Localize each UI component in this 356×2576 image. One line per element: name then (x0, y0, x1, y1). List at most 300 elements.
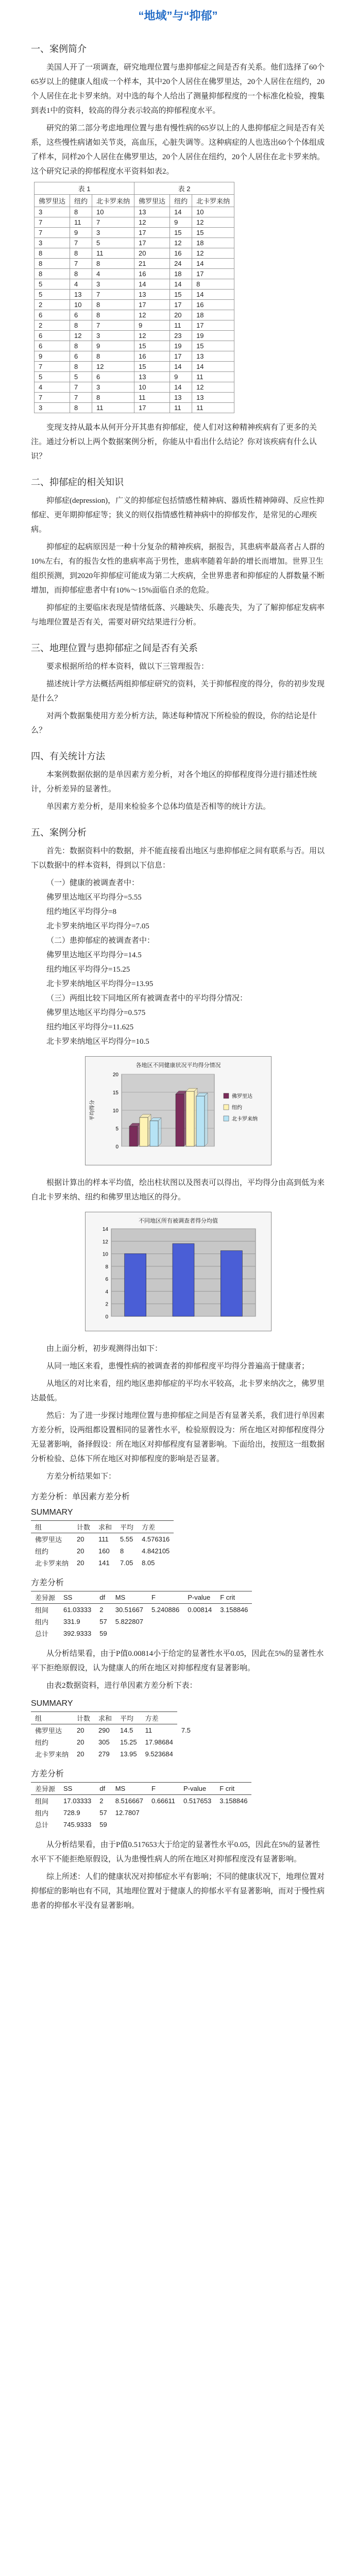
table-cell: 8 (92, 393, 134, 403)
table-cell: 21 (134, 259, 170, 269)
table-cell: 57 (99, 1618, 107, 1625)
table-header-cell: P-value (179, 1783, 215, 1795)
bar (150, 1121, 158, 1146)
table-cell: 2 (99, 1606, 104, 1614)
table-cell: 佛罗里达 (35, 1536, 62, 1544)
table-cell: 7 (35, 217, 70, 228)
table-cell: 12 (134, 331, 170, 341)
table-row (35, 207, 234, 217)
table-cell: 17.03333 (63, 1797, 92, 1805)
table-cell: 6 (92, 372, 134, 382)
table-row (35, 238, 234, 248)
table-row (35, 300, 234, 310)
method-paragraph-2: 单因素方差分析，是用来检验多个总体均值是否相等的统计方法。 (46, 803, 271, 811)
table-cell: 59 (99, 1630, 107, 1637)
bar (140, 1117, 148, 1146)
table-cell: 392.9333 (63, 1630, 92, 1637)
chart-region-means-svg (86, 1212, 271, 1331)
table-cell: 13.95 (120, 1750, 137, 1758)
table-cell: 3 (92, 279, 134, 290)
anova1-label: 方差分析 (31, 1579, 64, 1587)
table-cell: 5.55 (120, 1535, 133, 1543)
table-cell: 14 (170, 279, 192, 290)
table-cell (183, 1628, 216, 1639)
table-cell: 61.03333 (63, 1606, 92, 1614)
table-cell: 11 (170, 320, 192, 331)
table-cell: 331.9 (63, 1618, 80, 1625)
table-cell: 总计 (35, 1821, 49, 1829)
table-header-cell: F crit (215, 1783, 251, 1795)
table-cell: 8.05 (142, 1559, 155, 1567)
table-cell: 组内 (35, 1618, 49, 1626)
table-row (31, 1557, 174, 1569)
bar (129, 1126, 138, 1146)
bar (173, 1244, 194, 1316)
table-cell: 14 (192, 290, 234, 300)
table-cell: 8 (92, 259, 134, 269)
anova1-table (31, 1591, 252, 1639)
chart-health-scores-svg (86, 1057, 271, 1165)
after-chart1-paragraph: 根据计算出的样本平均值，绘出柱状图以及图表可以得出，平均得分由高到低为来自北卡罗来纳、纽约和佛罗里达地区的得分。 (31, 1179, 325, 1201)
table-cell: 16 (134, 269, 170, 279)
legend-swatch (224, 1116, 229, 1121)
table-cell: 13 (70, 290, 92, 300)
table-cell: 290 (98, 1726, 110, 1734)
anova-results-label: 方差分析结果如下： (46, 1472, 116, 1481)
analysis-paragraph-1: 首先：数据资料中的数据，并不能直接看出地区与患抑郁症之间有联系与否。用以下以数据中的样本资料，得到以下信息： (31, 847, 325, 870)
table-cell: 10 (192, 207, 234, 217)
table-cell: 5 (70, 372, 92, 382)
table-header-cell: df (95, 1591, 111, 1604)
table-cell: 9 (92, 341, 134, 351)
table-cell: 0.00814 (188, 1606, 212, 1614)
table-row (35, 320, 234, 331)
table-row (35, 341, 234, 351)
table-row (31, 1819, 251, 1831)
table-cell: 3 (92, 382, 134, 393)
table-cell: 10 (134, 382, 170, 393)
table-header-cell: F (147, 1783, 179, 1795)
table-cell: 7 (35, 362, 70, 372)
table-cell: 3 (92, 228, 134, 238)
table-header-cell: P-value (183, 1591, 216, 1604)
bar-side (158, 1118, 161, 1146)
table-cell: 9 (70, 228, 92, 238)
table-cell: 20 (77, 1559, 84, 1567)
y-tick-label: 0 (115, 1144, 118, 1150)
chronic-title: （二）患抑郁症的被调查者中： (46, 937, 155, 945)
table-cell: 141 (98, 1559, 110, 1567)
y-tick-label: 2 (105, 1301, 108, 1308)
section-heading-relation: 三、地理位置与患抑郁症之间是否有关系 (31, 643, 198, 653)
table-cell: 6 (70, 351, 92, 362)
anova2-note: 从分析结果看，由于P值0.517653大于给定的显著性水平0.05，因此在5%的显著性水平下不能拒绝原假设，认为患慢性病人的所在地区对抑郁程度没有显著影响。 (31, 1841, 320, 1863)
y-tick-label: 12 (102, 1239, 108, 1245)
note-paragraph-2: 从地区的对比来看，纽约地区患抑郁症的平均水平较高，北卡罗来纳次之，佛罗里达最低。 (31, 1380, 325, 1402)
table-header-cell: 求和 (94, 1712, 116, 1724)
table-cell: 组间 (35, 1606, 49, 1614)
table-row (35, 362, 234, 372)
table-cell: 8 (70, 403, 92, 413)
anova1-note: 从分析结果看，由于P值0.00814小于给定的显著性水平0.05，因此在5%的显著性水平下拒绝原假设，认为健康人的所在地区对抑郁程度有显著影响。 (31, 1650, 324, 1672)
table-cell: 7.05 (120, 1559, 133, 1567)
table-row (35, 228, 234, 238)
knowledge-paragraph-3: 抑郁症的主要临床表现是情绪低落、兴趣缺失、乐趣丧失，为了了解抑郁症发病率与地理位置是否有关，需要对研究结果进行分析。 (31, 604, 325, 626)
table-cell: 14 (170, 382, 192, 393)
table-cell: 4 (35, 382, 70, 393)
table-row (35, 331, 234, 341)
anova2-table (31, 1782, 251, 1831)
table-cell (179, 1807, 215, 1819)
table-cell: 16 (134, 351, 170, 362)
y-tick-label: 10 (112, 1108, 118, 1114)
table-header-cell: 计数 (73, 1521, 94, 1533)
table-cell: 4 (70, 279, 92, 290)
y-tick-label: 20 (112, 1072, 118, 1078)
table-cell: 57 (99, 1809, 107, 1817)
intro-paragraph-1: 美国人开了一项调查，研究地理位置与患抑郁症之间是否有关系。他们选择了60个65岁以上的健康人组成一个样本，其中20个人居住在佛罗里达，20个人居住在纽约，20个人居住在北卡罗来纳。对中选的每个人给出了测量抑郁程度的一个标准化检验，搜集到表1中的资料，较高的得分表示较高的抑郁程度水平。 (31, 63, 325, 115)
table-row (35, 382, 234, 393)
table-cell: 8 (70, 362, 92, 372)
table-cell: 14 (192, 259, 234, 269)
table-cell: 2 (35, 300, 70, 310)
table-header-cell: 佛罗里达 (134, 195, 170, 207)
table-cell: 11 (192, 372, 234, 382)
table-cell (183, 1616, 216, 1628)
table-header-cell: df (95, 1783, 111, 1795)
table-cell (147, 1628, 183, 1639)
summary1-label: SUMMARY (31, 1508, 73, 1517)
chart-health-scores (85, 1056, 272, 1165)
table-cell: 7 (35, 393, 70, 403)
relation-paragraph-1: 要求根据所给的样本资料，做以下三管理报告： (46, 663, 209, 671)
table-cell: 7 (35, 228, 70, 238)
ratio-line: 北卡罗来纳地区平均得分=10.5 (46, 1038, 149, 1046)
table-cell: 9 (134, 320, 170, 331)
table-header-cell: 组 (31, 1712, 73, 1724)
table-cell: 5 (92, 238, 134, 248)
table-cell: 5.822807 (115, 1618, 143, 1625)
table-cell: 11 (134, 393, 170, 403)
table-cell: 18 (192, 310, 234, 320)
table-header-cell: 求和 (94, 1521, 116, 1533)
table-row (35, 290, 234, 300)
table-cell: 14 (192, 362, 234, 372)
table-cell: 3 (35, 403, 70, 413)
table-row (35, 269, 234, 279)
relation-paragraph-2: 描述统计学方法概括两组抑郁症研究的资料，关于抑郁程度的得分，你的初步发现是什么？ (31, 680, 325, 703)
table-cell: 5 (35, 372, 70, 382)
table-cell: 8 (70, 207, 92, 217)
table-row (31, 1533, 174, 1546)
table-cell: 15 (170, 290, 192, 300)
table-header-cell: 纽约 (170, 195, 192, 207)
table-cell: 20 (77, 1547, 84, 1555)
table-cell: 13 (192, 351, 234, 362)
anova2-label: 方差分析 (31, 1770, 64, 1778)
table-cell: 10 (70, 300, 92, 310)
table-row (35, 372, 234, 382)
table-cell: 9.523684 (145, 1750, 173, 1758)
table-cell: 8 (92, 310, 134, 320)
table-cell: 8 (35, 248, 70, 259)
legend-label: 佛罗里达 (231, 1094, 252, 1099)
table-cell: 8 (120, 1547, 124, 1555)
table-header-cell: 计数 (73, 1712, 94, 1724)
table-cell: 20 (170, 310, 192, 320)
table-header-cell: 北卡罗来纳 (192, 195, 234, 207)
table-cell: 19 (192, 331, 234, 341)
legend-label: 北卡罗来纳 (231, 1116, 258, 1122)
table-header-cell: 差异源 (31, 1783, 59, 1795)
chronic-line: 纽约地区平均得分=15.25 (46, 965, 130, 974)
knowledge-paragraph-2: 抑郁症的起病原因是一种十分复杂的精神疾病，据报告，其患病率最高者占人群的10%左右，有的报告女性的患病率高于男性，患病率随着年龄的增长而增加。世界卫生组织预测，到2020年抑郁症可能成为第二大疾病，全世界患者和抑郁症的人群数量不断增加，而抑郁症患者中有10%～15%面临自杀的危险。 (31, 543, 325, 595)
summary1-table (31, 1520, 174, 1569)
table-header-cell: 北卡罗来纳 (92, 195, 134, 207)
bar (186, 1091, 194, 1146)
table-cell: 8 (35, 269, 70, 279)
intro-paragraph-2: 研究的第二部分考虑地理位置与患有慢性病的65岁以上的人患抑郁症之间是否有关系，这些慢性病诸如关节炎，高血压，心脏失调等。这种病症的人也选出60个个体组成了样本，同样20个人居住在佛罗里达，20个人居住在纽约，20个人居住在北卡罗来纳。这个研究记录的抑郁程度水平资料如表2。 (31, 124, 325, 176)
table-cell (216, 1616, 252, 1628)
y-tick-label: 0 (105, 1314, 108, 1320)
table-cell: 59 (99, 1821, 107, 1828)
table-cell: 4 (92, 269, 134, 279)
table-cell: 4.576316 (142, 1535, 170, 1543)
bar (196, 1096, 205, 1146)
table-cell: 3 (35, 207, 70, 217)
table-cell: 12.7807 (115, 1809, 140, 1817)
table-cell: 17 (192, 320, 234, 331)
table-row (31, 1604, 252, 1616)
table-cell (147, 1807, 179, 1819)
conclusion-paragraph: 综上所述：人们的健康状况对抑郁症水平有影响；不同的健康状况下，地理位置对抑郁症的影响也有不同，其地理位置对于健康人的抑郁水平有显著影响，而对于慢性病患者的抑郁水平没有显著影响。 (31, 1873, 325, 1910)
table-cell: 4.842105 (142, 1547, 170, 1555)
y-tick-label: 6 (105, 1277, 108, 1283)
table-cell: 745.9333 (63, 1821, 92, 1828)
table-cell (111, 1819, 147, 1831)
table-cell: 8 (35, 259, 70, 269)
table-cell: 11 (70, 217, 92, 228)
table-cell: 3 (92, 331, 134, 341)
y-tick-label: 8 (105, 1264, 108, 1270)
table-cell: 7 (92, 217, 134, 228)
table-cell: 0.66611 (151, 1797, 175, 1805)
legend-label: 纽约 (231, 1105, 242, 1111)
table-cell: 20 (77, 1726, 84, 1734)
chart-ylabel: 平均得分 (89, 1100, 95, 1121)
table-cell: 13 (192, 393, 234, 403)
table-row (31, 1807, 251, 1819)
table-cell: 7 (92, 320, 134, 331)
table-cell: 17 (170, 351, 192, 362)
table-header-cell: 方差 (138, 1521, 174, 1533)
table-cell: 9 (170, 217, 192, 228)
table-cell: 2 (35, 320, 70, 331)
table-cell (147, 1819, 179, 1831)
method-paragraph-1: 本案例数据依据的是单因素方差分析，对各个地区的抑郁程度得分进行描述性统计，分析差异的显著性。 (31, 771, 317, 793)
table-header-cell: F (147, 1591, 183, 1604)
table-row (35, 351, 234, 362)
table-cell: 14 (170, 207, 192, 217)
table-header-cell: 纽约 (70, 195, 92, 207)
table-cell: 13 (134, 372, 170, 382)
table-header-cell: MS (111, 1591, 147, 1604)
ratio-title: （三）两组比较下同地区所有被调查者中的平均得分情况： (46, 994, 248, 1003)
y-tick-label: 5 (115, 1126, 118, 1132)
table-row (31, 1616, 252, 1628)
table-cell: 12 (134, 310, 170, 320)
table-cell: 12 (192, 248, 234, 259)
table-cell: 18 (170, 269, 192, 279)
table-cell: 12 (134, 217, 170, 228)
after-chart2-paragraph: 由上面分析，初步观测得出如下： (46, 1345, 163, 1353)
table-row (31, 1724, 195, 1737)
table-cell (215, 1819, 251, 1831)
table-cell: 11 (92, 248, 134, 259)
table-cell: 12 (92, 362, 134, 372)
table-cell: 16 (170, 248, 192, 259)
table-cell: 3.158846 (220, 1606, 248, 1614)
table-cell: 20 (77, 1535, 84, 1543)
table-header-cell: 差异源 (31, 1591, 59, 1604)
ratio-line: 佛罗里达地区平均得分=0.575 (46, 1009, 146, 1017)
table-cell: 15 (134, 341, 170, 351)
table-header-cell: 组 (31, 1521, 73, 1533)
table-row (31, 1748, 195, 1760)
y-tick-label: 15 (112, 1090, 118, 1096)
table-cell: 14 (134, 279, 170, 290)
table-cell: 8 (92, 300, 134, 310)
table-row (35, 393, 234, 403)
table-cell: 组间 (35, 1798, 49, 1805)
table-cell: 13 (134, 290, 170, 300)
table-cell: 14 (170, 362, 192, 372)
table-cell: 7 (70, 393, 92, 403)
table-cell (215, 1807, 251, 1819)
ratio-line: 纽约地区平均得分=11.625 (46, 1023, 134, 1031)
table-header-cell: F crit (216, 1591, 252, 1604)
chronic-line: 佛罗里达地区平均得分=14.5 (46, 951, 142, 959)
table-cell: 17 (192, 269, 234, 279)
section-heading-intro: 一、案例简介 (31, 44, 87, 54)
table-row (31, 1736, 195, 1748)
intro-after-table: 变现支持从最本从何开分开其患有抑郁症，使人们对这种精神疾病有了更多的关注。通过分析以上两个数据案例分析，你能从中看出什么结论？你对该疾病有什么认识？ (31, 423, 317, 461)
table-cell: 6 (35, 310, 70, 320)
table-cell: 7 (70, 238, 92, 248)
table-cell: 9 (35, 351, 70, 362)
table-cell: 305 (98, 1738, 110, 1746)
table-cell: 19 (170, 341, 192, 351)
table-cell: 728.9 (63, 1809, 80, 1817)
bar (124, 1253, 146, 1316)
table-cell: 17 (134, 300, 170, 310)
table-cell: 17 (170, 300, 192, 310)
table-cell: 5 (35, 279, 70, 290)
table-cell: 12 (192, 217, 234, 228)
table-cell: 6 (35, 331, 70, 341)
table-row (31, 1545, 174, 1557)
table-cell: 15 (170, 228, 192, 238)
table-cell: 3 (35, 238, 70, 248)
table-cell: 8 (70, 320, 92, 331)
table-cell: 5.240886 (151, 1606, 180, 1614)
table-header-cell: SS (59, 1783, 95, 1795)
summary2-table (31, 1711, 195, 1760)
table-cell: 8 (92, 351, 134, 362)
table-cell: 160 (98, 1547, 110, 1555)
table-cell: 5 (35, 290, 70, 300)
table-cell: 17 (134, 403, 170, 413)
table-row (35, 259, 234, 269)
table-cell (179, 1819, 215, 1831)
table-cell: 10 (92, 207, 134, 217)
table-row (31, 1795, 251, 1807)
table-cell: 14.5 (120, 1726, 133, 1734)
summary2-label: SUMMARY (31, 1699, 73, 1708)
table-cell: 2 (99, 1797, 104, 1805)
table-cell: 0.517653 (183, 1797, 212, 1805)
table-cell (111, 1628, 147, 1639)
table-row (35, 279, 234, 290)
chronic-line: 北卡罗来纳地区平均得分=13.95 (46, 980, 154, 988)
table-header-cell: 方差 (141, 1712, 177, 1724)
table-cell: 北卡罗来纳 (35, 1560, 69, 1567)
note-paragraph-1: 从同一地区来看，患慢性病的被调查者的抑郁程度平均得分普遍高于健康者； (46, 1362, 310, 1370)
table-cell: 11 (92, 403, 134, 413)
table-cell: 23 (170, 331, 192, 341)
page-title: “地域”与“抑郁” (138, 9, 218, 22)
section-heading-analysis: 五、案例分析 (31, 827, 87, 838)
anova1-title: 方差分析：单因素方差分析 (31, 1493, 130, 1501)
depression-score-table (34, 182, 234, 413)
bar (176, 1094, 184, 1147)
bar-side (205, 1093, 208, 1146)
table-cell: 纽约 (35, 1548, 49, 1555)
table-cell: 17 (134, 228, 170, 238)
anova2-intro: 由表2数据资料，进行单因素方差分析下表： (46, 1682, 197, 1690)
table-cell: 13 (170, 393, 192, 403)
table-cell: 7 (92, 290, 134, 300)
table-cell: 12 (192, 382, 234, 393)
table-cell: 20 (77, 1750, 84, 1758)
table-header-cell: 平均 (116, 1712, 141, 1724)
table-row (35, 217, 234, 228)
relation-paragraph-3: 对两个数据集使用方差分析方法，陈述每种情况下所检验的假设，你的结论是什么？ (31, 712, 317, 735)
table-cell: 6 (35, 341, 70, 351)
table-cell: 279 (98, 1750, 110, 1758)
table-row (35, 248, 234, 259)
table-cell: 总计 (35, 1630, 49, 1638)
table-row (35, 403, 234, 413)
table-cell: 15 (134, 362, 170, 372)
table-caption-2: 表 2 (134, 182, 234, 195)
table-cell: 12 (70, 331, 92, 341)
table-header-cell: MS (111, 1783, 147, 1795)
table-cell: 20 (77, 1738, 84, 1746)
table-cell: 17 (134, 238, 170, 248)
table-cell: 17.98684 (145, 1738, 173, 1746)
y-tick-label: 10 (102, 1251, 108, 1258)
table-cell: 北卡罗来纳 (35, 1751, 69, 1758)
chart-region-means (85, 1212, 272, 1331)
table-cell: 7 (70, 382, 92, 393)
table-cell: 18 (192, 238, 234, 248)
section-heading-method: 四、有关统计方法 (31, 751, 105, 761)
table-cell: 11 (170, 403, 192, 413)
healthy-line: 佛罗里达地区平均得分=5.55 (46, 893, 142, 902)
table-cell: 6 (70, 310, 92, 320)
healthy-line: 纽约地区平均得分=8 (46, 908, 116, 916)
